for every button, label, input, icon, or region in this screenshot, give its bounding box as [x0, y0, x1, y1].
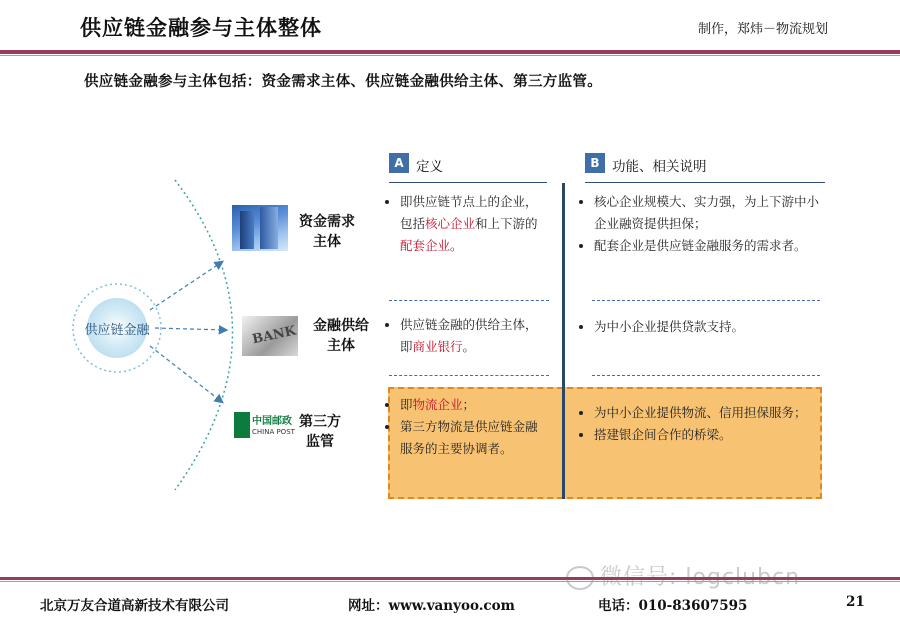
footer-website: 网址：www.vanyoo.com — [348, 598, 515, 614]
footer-divider-thin — [0, 581, 900, 582]
page-number: 21 — [846, 594, 865, 610]
page-title: 供应链金融参与主体整体 — [80, 15, 322, 40]
header-divider-thin — [0, 55, 900, 56]
china-post-logo: 中国邮政 CHINA POST — [234, 408, 296, 444]
column-a-tag: A — [389, 153, 409, 173]
row1-definition — [384, 191, 546, 257]
list-item: • 即物流企业； — [400, 394, 546, 416]
center-label: 供应链金融 — [84, 323, 150, 338]
list-item: • 配套企业是供应链金融服务的需求者。 — [594, 235, 822, 257]
bank-image: BANK — [242, 316, 298, 356]
entity-label-supply: 金融供给 主体 — [313, 318, 369, 354]
column-a-label: 定义 — [416, 159, 443, 175]
column-b-underline — [585, 182, 825, 183]
footer-company: 北京万友合道高新技术有限公司 — [40, 598, 229, 614]
entity-label-regulator: 第三方 监管 — [299, 414, 341, 450]
list-item: • 供应链金融的供给主体，即商业银行。 — [400, 314, 546, 358]
column-a-underline — [389, 182, 547, 183]
arrow-to-supply — [155, 328, 226, 330]
row2-definition — [384, 314, 546, 358]
wechat-watermark — [566, 560, 800, 591]
column-separator — [562, 183, 565, 499]
row1-description — [578, 191, 822, 257]
list-item: • 核心企业规模大、实力强，为上下游中小企业融资提供担保； — [594, 191, 822, 235]
row3-description — [578, 402, 818, 446]
footer-divider — [0, 577, 900, 580]
arrow-to-demand — [150, 262, 222, 310]
row-divider-b1 — [592, 300, 820, 301]
header-divider — [0, 50, 900, 54]
list-item: • 为中小企业提供物流、信用担保服务； — [594, 402, 818, 424]
row-divider-a1 — [389, 300, 549, 301]
slide-subtitle: 供应链金融参与主体包括：资金需求主体、供应链金融供给主体、第三方监管。 — [84, 74, 602, 90]
post-emblem-icon — [234, 412, 250, 438]
row-divider-a2 — [389, 375, 549, 376]
arrow-to-regulator — [150, 346, 222, 402]
list-item: • 搭建银企间合作的桥梁。 — [594, 424, 818, 446]
list-item: • 第三方物流是供应链金融服务的主要协调者。 — [400, 416, 546, 460]
office-building-image — [232, 205, 288, 251]
row2-description — [578, 316, 822, 338]
arc-dotted — [175, 180, 233, 490]
entity-label-demand: 资金需求 主体 — [299, 214, 355, 250]
column-b-tag: B — [585, 153, 605, 173]
list-item: • 即供应链节点上的企业，包括核心企业和上下游的配套企业。 — [400, 191, 546, 257]
row3-definition — [384, 394, 546, 460]
list-item: • 为中小企业提供贷款支持。 — [594, 316, 822, 338]
column-b-label: 功能、相关说明 — [612, 159, 707, 175]
author-credit: 制作，郑炜－物流规划 — [698, 22, 829, 37]
row-divider-b2 — [592, 375, 820, 376]
footer-phone: 电话：010-83607595 — [598, 598, 748, 614]
